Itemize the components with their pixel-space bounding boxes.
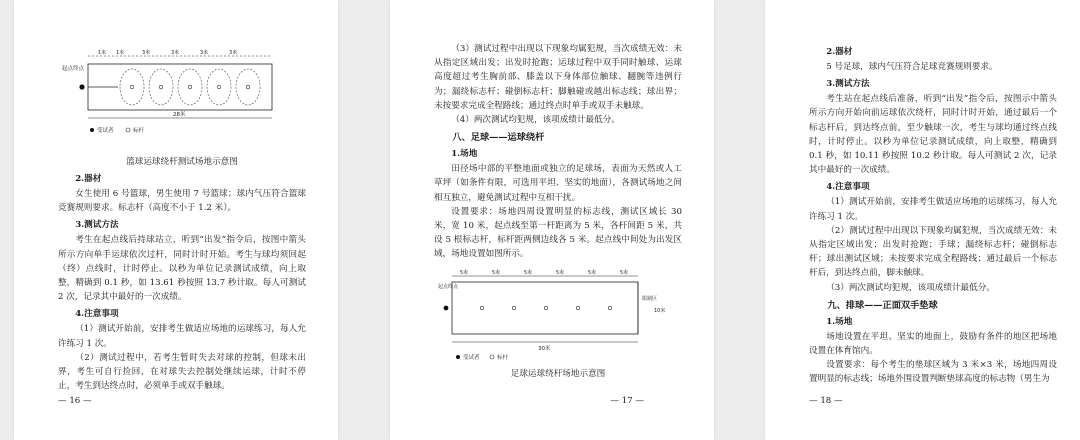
paragraph: （1）测试开始前，安排考生做适应场地的运球练习，每人允许练习 1 次。 (809, 197, 1057, 222)
distance-label: 1米 (98, 50, 107, 56)
width-label: 10米 (654, 307, 666, 314)
legend-tester-label: 受试者 (463, 354, 480, 360)
legend-pole-label: 标杆 (497, 354, 509, 360)
distance-label: 1米 (116, 50, 125, 56)
figure-caption: 篮球运球绕杆测试场地示意图 (126, 157, 238, 167)
section-heading: 4.注意事项 (75, 309, 119, 320)
paragraph: 考生在起点线后持球站立，听到“出发”指令后，按图中箭头所示方向单手运球依次过杆，同时计时开始。考生与球均须回起（终）点线时，计时停止。以秒为单位记录测试成绩，向上取整，精确到 0.1 秒，如 13.61 秒按照 13.7 秒计取。每人可测试 2 次，记录其中最好的一次成绩。 (58, 235, 306, 303)
paragraph: （3）两次测试均犯规，该项成绩计最低分。 (826, 282, 995, 293)
section-heading: 2.器材 (75, 174, 102, 184)
paragraph: （2）测试过程中出现以下现象均属犯规，当次成绩无效：未从指定区域出发；出发时抢跑；手球；漏绕标志杆；碰倒标志杆；球出测试区域；未按要求完成全程路线；通过最后一个标志杆后，到达终点前，脚未触球。 (809, 225, 1057, 279)
start-end-label: 起点终点 (62, 66, 85, 72)
page-number: — 17 — (610, 396, 644, 406)
page-number: — 18 — (809, 396, 843, 406)
page-17 (390, 0, 714, 440)
legend-pole-label: 标杆 (133, 128, 145, 134)
paragraph: 5 号足球，球内气压符合足球竞赛规则要求。 (826, 62, 998, 72)
football-field-svg (434, 268, 682, 360)
section-title: 八、足球——运球绕杆 (452, 132, 545, 144)
paragraph: （1）测试开始前，安排考生做适应场地的运球练习，每人允许练习 1 次。 (58, 324, 306, 349)
basketball-diagram (58, 42, 306, 152)
paragraph: （2）测试过程中，若考生暂时失去对球的控制，但球未出界，考生可自行捡回，在对球失去控制处继续运球，计时不停止，考生到达终点时，必须单手或双手触球。 (58, 352, 306, 392)
section-heading: 1.场地 (826, 316, 853, 327)
restricted-area-label: 限制区 (642, 295, 658, 302)
section-title: 九、排球——正面双手垫球 (827, 299, 938, 311)
total-length-label: 28米 (173, 112, 186, 118)
section-heading: 1.场地 (451, 149, 478, 160)
paragraph: 设置要求：每个考生的垫球区域为 3 米×3 米，场地四周设置明显的标志线；场地外围设置判断垫球高度的标志物（男生为 (809, 360, 1057, 385)
paragraph: 场地设置在平坦、坚实的地面上，鼓励有条件的地区把场地设置在体育馆内。 (809, 331, 1057, 357)
section-heading: 4.注意事项 (826, 182, 870, 193)
distance-label: 3米 (142, 50, 151, 56)
section-heading: 2.器材 (826, 47, 853, 57)
distance-label: 5米 (556, 269, 565, 276)
distance-label: 3米 (171, 50, 180, 56)
page-18 (765, 0, 1080, 440)
paragraph: （3）测试过程中出现以下现象均属犯规，当次成绩无效：未从指定区域出发；出发时抢跑；运球过程中双手同时触球、运球高度超过考生胸前部、膝盖以下身体部位触球、翻腕等违例行为；漏绕标志杆；碰倒标志杆；脚触碰或越出标志线；球出界；未按要求完成全程路线；通过终点时单手或双手未触球。 (434, 44, 682, 111)
start-end-label: 起点终点 (438, 283, 459, 290)
football-diagram (434, 268, 682, 364)
distance-label: 5米 (620, 269, 629, 276)
distance-label: 3米 (229, 50, 238, 56)
page-number: — 16 — (58, 396, 92, 406)
distance-label: 5米 (460, 269, 469, 276)
figure-caption: 足球运球绕杆场地示意图 (510, 368, 606, 379)
section-heading: 3.测试方法 (826, 79, 870, 90)
distance-label: 3米 (200, 50, 209, 56)
paragraph: 考生站在起点线后准备，听到“出发”指令后，按图示中箭头所示方向开始向前运球依次绕杆，同时计时开始，通过最后一个标志杆后，到达终点前，至少触球一次，考生与球均通过终点线时，计时停止。以秒为单位记录测试成绩，向上取整，精确到 0.1 秒，如 10.11 秒按照 10.2 秒计取。每人可测试 2 次，记录其中最好的一次成绩。 (809, 94, 1057, 176)
distance-label: 5米 (588, 269, 597, 276)
distance-label: 5米 (492, 269, 501, 276)
basketball-field-svg (58, 42, 306, 148)
paragraph: 田径场中部的平整地面或独立的足球场，表面为天然或人工草坪（如条件有限，可选用平坦、坚实的地面），各测试场地之间相互独立，避免测试过程中互相干扰。 (434, 164, 682, 203)
total-length-label: 30米 (538, 345, 551, 352)
distance-label: 5米 (524, 269, 533, 276)
paragraph: （4）两次测试均犯规，该项成绩计最低分。 (451, 115, 620, 126)
paragraph: 女生使用 6 号篮球，男生使用 7 号篮球；球内气压符合篮球竞赛规则要求。标志杆（高度不小于 1.2 米）。 (58, 189, 306, 214)
paragraph: 设置要求：场地四周设置明显的标志线，测试区域长 30 米，宽 10 米，起点线至第一杆距离为 5 米，各杆间距 5 米，共设 5 根标志杆，标杆距两侧边线各 5 米。起点线中间处为出发区域，场地设置如图所示。 (434, 206, 682, 260)
page-16 (14, 0, 338, 440)
section-heading: 3.测试方法 (75, 220, 119, 231)
legend-tester-label: 受试者 (97, 128, 114, 134)
